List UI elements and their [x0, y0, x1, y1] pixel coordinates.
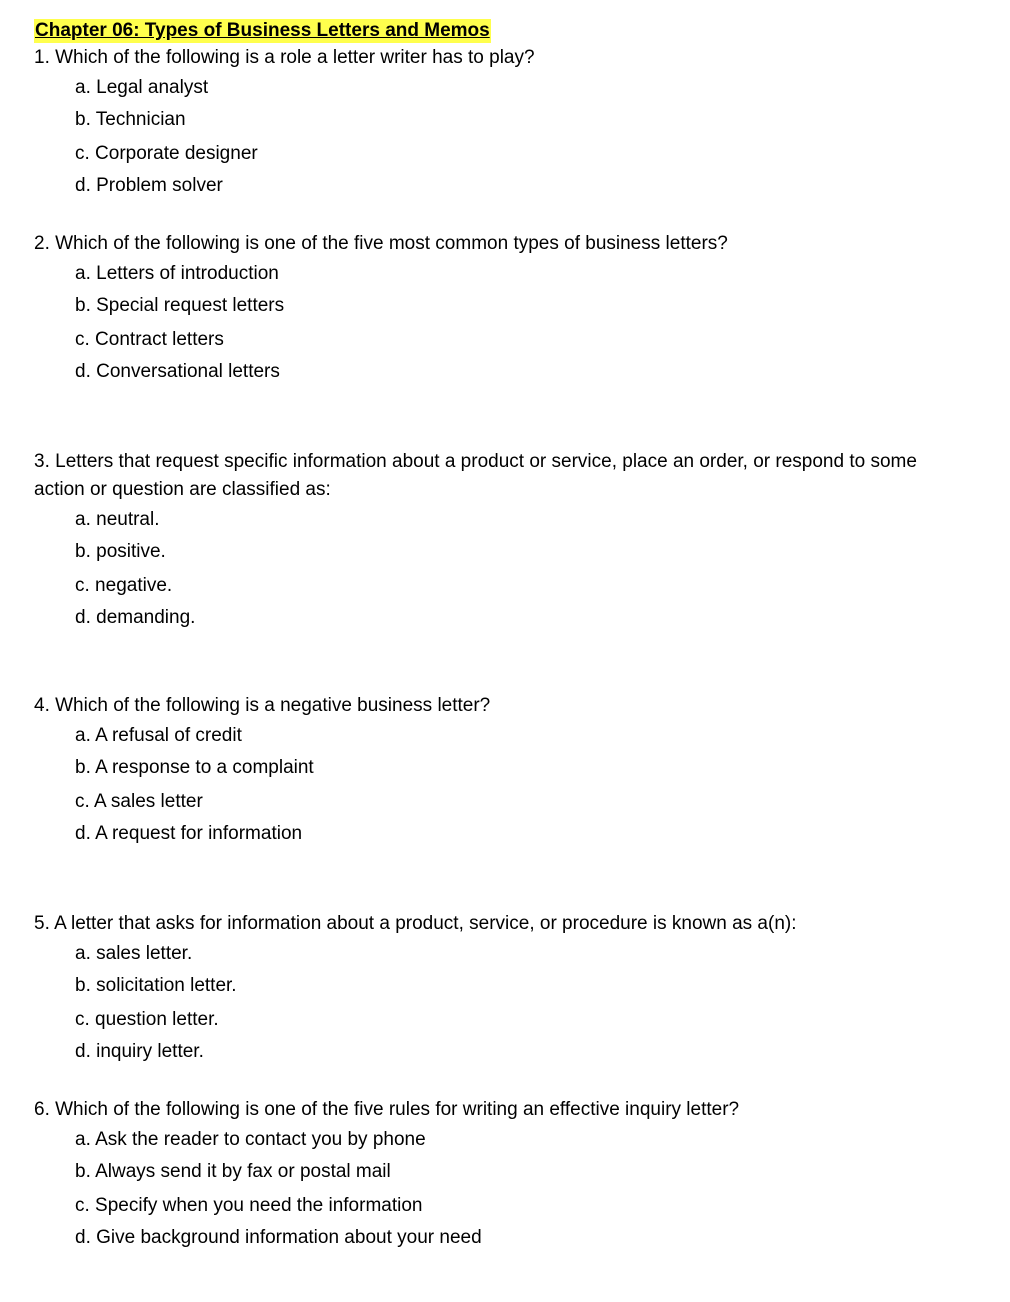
- question-4-option-b: b. A response to a complaint: [75, 757, 314, 778]
- question-2-option-c: c. Contract letters: [75, 329, 224, 350]
- question-6-option-b: b. Always send it by fax or postal mail: [75, 1161, 391, 1182]
- question-6-option-a: a. Ask the reader to contact you by phone: [75, 1129, 426, 1150]
- chapter-title: Chapter 06: Types of Business Letters and Memos: [35, 20, 490, 41]
- question-3: 3. Letters that request specific information about a product or service, place an order, or respond to some action or question are classified as:: [34, 451, 917, 500]
- question-5-option-b: b. solicitation letter.: [75, 975, 237, 996]
- question-4: 4. Which of the following is a negative business letter?: [34, 695, 491, 716]
- question-3-option-a: a. neutral.: [75, 509, 160, 530]
- question-4-option-a: a. A refusal of credit: [75, 725, 242, 746]
- question-3-option-b: b. positive.: [75, 541, 166, 562]
- question-6-option-d: d. Give background information about your need: [75, 1227, 482, 1248]
- question-1-option-d: d. Problem solver: [75, 175, 223, 196]
- question-1-option-a: a. Legal analyst: [75, 77, 209, 98]
- question-2: 2. Which of the following is one of the five most common types of business letters?: [34, 233, 728, 254]
- question-6: 6. Which of the following is one of the five rules for writing an effective inquiry letter?: [34, 1099, 740, 1120]
- question-5: 5. A letter that asks for information about a product, service, or procedure is known as a(n):: [34, 913, 797, 934]
- question-1-option-b: b. Technician: [75, 109, 186, 130]
- question-5-option-d: d. inquiry letter.: [75, 1041, 204, 1062]
- question-3-option-c: c. negative.: [75, 575, 173, 596]
- question-2-option-d: d. Conversational letters: [75, 361, 280, 382]
- question-4-option-d: d. A request for information: [75, 823, 303, 844]
- question-2-option-a: a. Letters of introduction: [75, 263, 279, 284]
- question-5-option-a: a. sales letter.: [75, 943, 193, 964]
- question-2-option-b: b. Special request letters: [75, 295, 285, 316]
- question-5-option-c: c. question letter.: [75, 1009, 219, 1030]
- question-4-option-c: c. A sales letter: [75, 791, 203, 812]
- question-6-option-c: c. Specify when you need the information: [75, 1195, 423, 1216]
- question-3-option-d: d. demanding.: [75, 607, 196, 628]
- question-1-option-c: c. Corporate designer: [75, 143, 258, 164]
- question-1: 1. Which of the following is a role a letter writer has to play?: [34, 47, 535, 68]
